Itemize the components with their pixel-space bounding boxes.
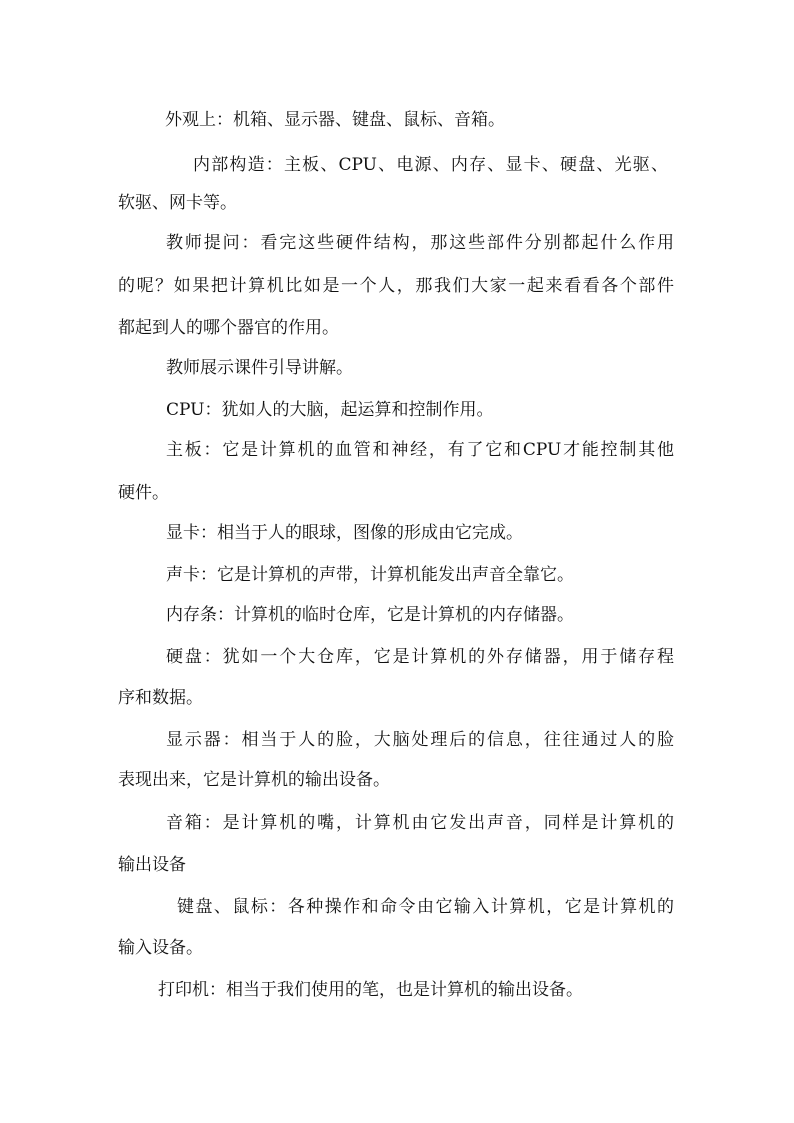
paragraph-internal-structure-line-1: 内部构造：主板、CPU、电源、内存、显卡、硬盘、光驱、 — [193, 155, 668, 175]
paragraph-cpu: CPU：犹如人的大脑，起运算和控制作用。 — [166, 400, 494, 420]
paragraph-speaker-line-1: 音箱：是计算机的嘴，计算机由它发出声音，同样是计算机的 — [166, 813, 674, 833]
paragraph-speaker-line-2: 输出设备 — [118, 855, 186, 875]
paragraph-appearance: 外观上：机箱、显示器、键盘、鼠标、音箱。 — [165, 110, 505, 130]
paragraph-teacher-demo: 教师展示课件引导讲解。 — [166, 358, 353, 378]
paragraph-motherboard-line-2: 硬件。 — [118, 483, 169, 503]
paragraph-keyboard-mouse-line-1: 键盘、鼠标：各种操作和命令由它输入计算机，它是计算机的 — [177, 897, 674, 917]
paragraph-printer: 打印机：相当于我们使用的笔，也是计算机的输出设备。 — [158, 980, 583, 1000]
paragraph-teacher-question-line-1: 教师提问：看完这些硬件结构，那这些部件分别都起什么作用 — [166, 233, 674, 253]
paragraph-monitor-line-1: 显示器：相当于人的脸，大脑处理后的信息，往往通过人的脸 — [166, 730, 674, 750]
paragraph-graphics-card: 显卡：相当于人的眼球，图像的形成由它完成。 — [166, 523, 523, 543]
paragraph-motherboard-line-1: 主板：它是计算机的血管和神经，有了它和CPU才能控制其他 — [166, 440, 674, 460]
paragraph-keyboard-mouse-line-2: 输入设备。 — [118, 938, 203, 958]
paragraph-internal-structure-line-2: 软驱、网卡等。 — [118, 193, 237, 213]
paragraph-teacher-question-line-3: 都起到人的哪个器官的作用。 — [118, 318, 339, 338]
paragraph-monitor-line-2: 表现出来，它是计算机的输出设备。 — [118, 770, 390, 790]
paragraph-sound-card: 声卡：它是计算机的声带，计算机能发出声音全靠它。 — [166, 565, 574, 585]
paragraph-memory: 内存条：计算机的临时仓库，它是计算机的内存储器。 — [166, 605, 574, 625]
paragraph-hard-disk-line-2: 序和数据。 — [118, 688, 203, 708]
paragraph-teacher-question-line-2: 的呢？如果把计算机比如是一个人，那我们大家一起来看看各个部件 — [118, 276, 674, 296]
paragraph-hard-disk-line-1: 硬盘：犹如一个大仓库，它是计算机的外存储器，用于储存程 — [166, 647, 674, 667]
